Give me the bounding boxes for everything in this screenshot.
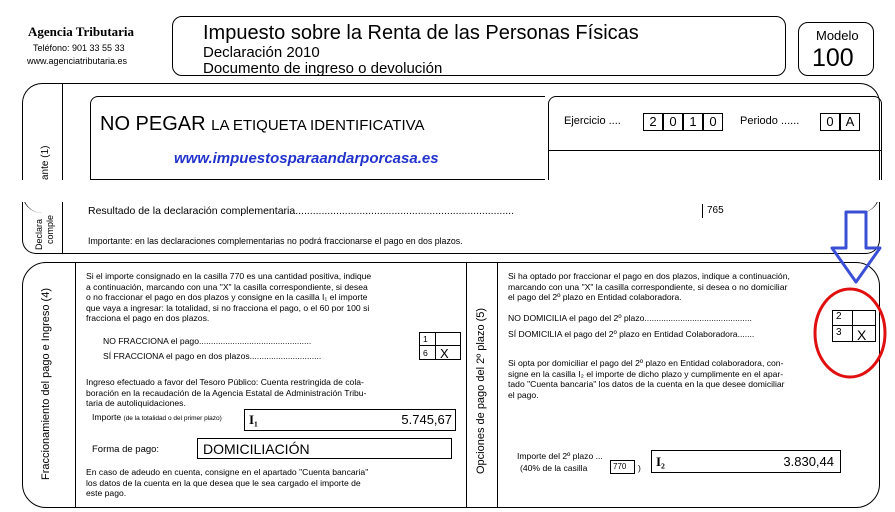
domicilia-text [508,358,828,400]
i2-label: I₂ [656,454,665,469]
center-divider-right [497,262,498,508]
declaration-year: Declaración 2010 [203,44,320,61]
intro-line: o no fraccionar el pago en dos plazos y consigne en la casilla I₁ el importe [86,292,368,303]
adeudo-line: este pago. [86,488,127,499]
agency-web: www.agenciatributaria.es [27,56,128,66]
declarante-divider [62,84,63,180]
no-pegar-big: NO PEGAR [100,113,206,135]
complementaria-side-b: comple [45,214,55,244]
no-fracciona-label: NO FRACCIONA el pago............................................... [103,336,312,346]
modelo-number: 100 [812,44,854,72]
complementaria-divider [62,202,63,254]
resultado-label: Resultado de la declaración complementaria........................................................................... [88,205,514,217]
periodo-digit: A [840,113,860,131]
domicilia-line: tado "Cuenta bancaria" los datos de la cuenta en la que desee domiciliar [508,379,785,390]
option-box-6-sep [435,346,436,360]
importe2-value: 3.830,44 [783,454,834,469]
option-box-1-sep [435,332,436,346]
adeudo-line: los datos de la cuenta en la que desea que le sea cargado el importe de [86,477,361,488]
casilla-770-paren: ) [638,463,641,473]
ejercicio-digit: 2 [643,113,663,131]
ejercicio-divider [548,150,882,151]
option-box-6-num: 6 [423,348,428,358]
option-box-3-num: 3 [836,327,842,338]
si-domicilia-label: SÍ DOMICILIA el pago del 2º plazo en Entidad Colaboradora....... [508,329,755,339]
option-box-6-mark: X [440,346,449,361]
si-fracciona-label: SÍ FRACCIONA el pago en dos plazos.............................. [103,351,322,361]
i1-label: I₁ [249,412,258,427]
center-divider-left [466,262,467,508]
declarante-side-label: ante (1) [40,145,51,180]
complementaria-side-a: Declara [34,218,44,250]
page-gap [0,180,895,202]
adeudo-line: En caso de adeudo en cuenta, consigne en el apartado "Cuenta bancaria" [86,467,369,477]
opciones-intro-line: el pago del 2º plazo en Entidad colaboradora. [508,292,682,303]
ejercicio-label: Ejercicio .... [564,115,621,127]
modelo-label: Modelo [816,28,859,43]
option-box-3-mark: X [857,327,867,343]
importe2-sub: (40% de la casilla [520,463,588,473]
label-box [90,96,545,180]
ejercicio-digit: 1 [683,113,703,131]
casilla-765 [702,204,862,218]
agency-phone: Teléfono: 901 33 55 33 [33,43,125,53]
intro-line: fracciona el pago en dos plazos. [86,313,210,324]
domicilia-line: signe en la casilla I₂ el importe de dicho plazo y cumplimente en el apar- [508,368,784,379]
agency-name: Agencia Tributaria [28,24,135,39]
option-box-1-num: 1 [423,334,428,344]
ingreso-line: boración en la recaudación de la Agencia Estatal de Administración Tribu- [86,387,367,398]
casilla-765-label: 765 [707,205,724,216]
domicilia-line: Si opta por domiciliar el pago del 2º plazo en Entidad colaboradora, con- [508,358,784,368]
intro-line: Si el importe consignado en la casilla 770 es una cantidad positiva, indique [86,271,372,281]
forma-pago-label: Forma de pago: [92,444,160,455]
opciones-intro [508,271,838,303]
ingreso-line: Ingreso efectuado a favor del Tesoro Público: Cuenta restringida de cola- [86,377,364,387]
importe2-label: Importe del 2º plazo ... [517,451,603,461]
importe-label-main: Importe [92,412,122,422]
forma-pago-value: DOMICILIACIÓN [203,441,310,457]
option-box-2-num: 2 [836,311,842,322]
ingreso-line: taria de autoliquidaciones. [86,398,186,409]
periodo-digit: 0 [820,113,840,131]
fraccionamiento-intro [86,271,458,324]
adeudo-text [86,467,458,499]
ejercicio-box [548,96,882,180]
periodo-label: Periodo ...... [740,115,800,127]
no-domicilia-label: NO DOMICILIA el pago del 2º plazo............................................. [508,313,752,323]
fraccionamiento-divider [75,262,76,508]
no-pegar-rest: LA ETIQUETA IDENTIFICATIVA [211,117,425,134]
ejercicio-digit: 0 [703,113,723,131]
casilla-770-label: 770 [613,462,627,471]
importe-value: 5.745,67 [401,412,452,427]
opciones-intro-line: Si ha optado por fraccionar el pago en dos plazos, indique a continuación, [508,271,790,281]
page-title: Impuesto sobre la Renta de las Personas Físicas [203,22,639,44]
importe-label-small: (de la totalidad o del primer plazo) [123,415,222,422]
ingreso-text [86,377,458,409]
importante-note: Importante: en las declaraciones complementarias no podrá fraccionarse el pago en dos plazos. [88,236,463,246]
website-link[interactable]: www.impuestosparaandarporcasa.es [174,150,439,167]
intro-line: que vaya a ingresar: la totalidad, si no fracciona el pago, o el 60 por 100 si [86,302,370,313]
opciones-intro-line: marcando con una "X" la casilla correspondiente, si desea o no domiciliar [508,281,788,292]
ejercicio-digit: 0 [663,113,683,131]
importe-label [92,412,222,425]
opciones-side-label: Opciones de pago del 2º plazo (5) [475,307,487,474]
no-pegar-heading [100,113,425,136]
document-type: Documento de ingreso o devolución [203,60,443,77]
domicilia-line: el pago. [508,389,539,400]
fraccionamiento-side-label: Fraccionamiento del pago e Ingreso (4) [40,288,52,480]
intro-line: a continuación, marcando con una "X" la casilla correspondiente, si desea [86,281,368,292]
